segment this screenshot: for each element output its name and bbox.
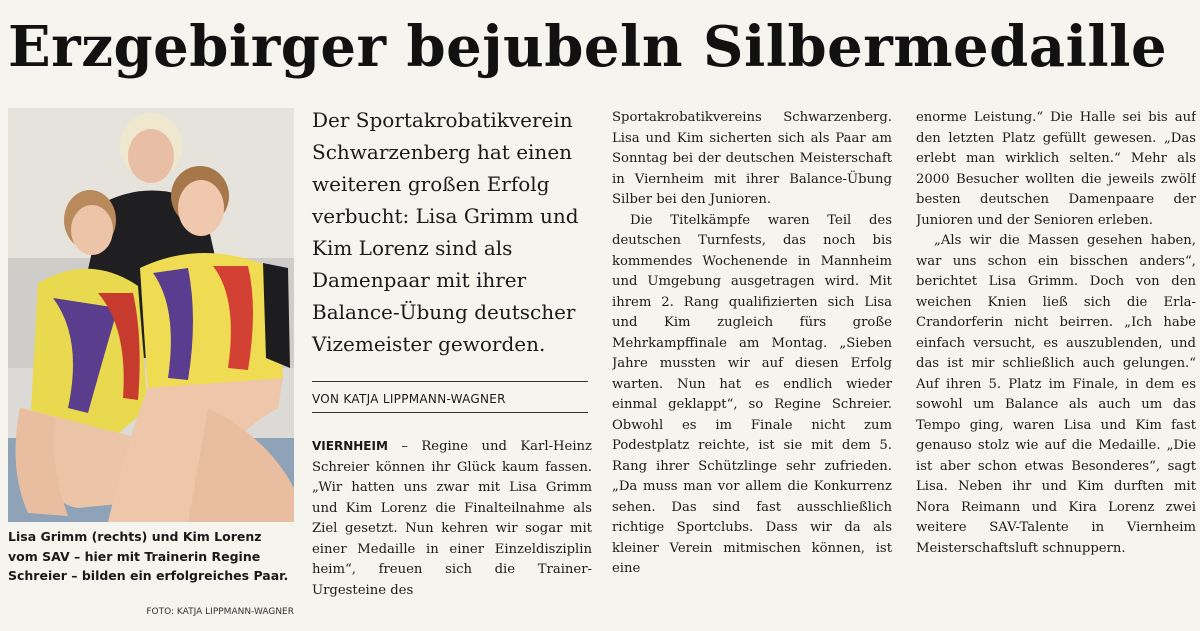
body-column-1 <box>312 436 592 628</box>
article-photo <box>8 108 294 522</box>
intro-paragraph: Der Sportakrobatikverein Schwarzenberg hat einen weiteren großen Erfolg verbucht: Lisa Grimm und Kim Lorenz sind als Damenpaar mit ihrer Balance-Übung deutscher Vizemeister geworden. <box>312 108 579 356</box>
photo-credit: FOTO: KATJA LIPPMANN-WAGNER <box>146 606 294 617</box>
body-column-3 <box>916 108 1196 628</box>
body-paragraph: Sportakrobatikvereins Schwarzenberg. Lisa und Kim sicherten sich als Paar am Sonntag bei der deutschen Meisterschaft in Viernheim mit ihrer Balance-Übung Silber bei den Junioren. <box>612 110 892 207</box>
body-paragraph: – Regine und Karl-Heinz Schreier können ihr Glück kaum fassen. „Wir hatten uns zwar mit Lisa Grimm und Kim Lorenz die Finalteilnahme als Ziel gesetzt. Nun kehren wir sogar mit einer Medaille in einer Einzeldisziplin heim“, freuen sich die Trainer-Urgesteine des <box>312 439 592 598</box>
body-paragraph: „Als wir die Massen gesehen haben, war uns schon ein bisschen anders“, berichtet Lisa Grimm. Doch von den weichen Knien ließ sich die Erla-Crandorferin nicht beirren. „Ich habe einfach versucht, es auszublenden, und das ist mir schließlich auch gelungen.“ Auf ihren 5. Platz im Finale, in dem es sowohl um Balance als auch um das Tempo ging, waren Lisa und Kim fast genauso stolz wie auf die Medaille. „Die ist aber schon etwas Besonderes“, sagt Lisa. Neben ihr und Kim durften mit Nora Reimann und Kira Lorenz zwei weitere SAV-Talente in Viernheim Meisterschaftsluft schnuppern. <box>916 233 1196 556</box>
byline-rule-top <box>312 381 588 382</box>
dateline: VIERNHEIM <box>312 439 388 453</box>
body-column-2 <box>612 108 892 628</box>
caption-text: Lisa Grimm (rechts) und Kim Lorenz vom SAV – hier mit Trainerin Regine Schreier – bilden ein erfolgreiches Paar. <box>8 529 289 583</box>
headline: Erzgebirger bejubeln Silbermedaille <box>8 14 1168 80</box>
body-paragraph: enorme Leistung.“ Die Halle sei bis auf den letzten Platz gefüllt gewesen. „Das erlebt man wirklich selten.“ Mehr als 2000 Besucher wollten die jeweils zwölf besten deutschen Damenpaare der Junioren und der Senioren erleben. <box>916 110 1196 228</box>
photo-caption <box>8 527 294 627</box>
byline: VON KATJA LIPPMANN-WAGNER <box>312 392 506 406</box>
gymnasts-photo-illustration <box>8 108 294 522</box>
body-paragraph: Die Titelkämpfe waren Teil des deutschen Turnfests, das noch bis kommendes Wochenende in Mannheim und Umgebung ausgetragen wird. Mit ihrem 2. Rang qualifizierten sich Lisa und Kim zugleich fürs große Mehrkampffinale am Montag. „Sieben Jahre mussten wir auf diesen Erfolg warten. Nun hat es endlich wieder einmal geklappt“, so Regine Schreier. Obwohl es im Finale nicht zum Podestplatz reichte, ist sie mit dem 5. Rang ihrer Schützlinge sehr zufrieden. „Da muss man vor allem die Konkurrenz sehen. Das sind fast ausschließlich richtige Sportclubs. Dass wir da als kleiner Verein mitmischen können, ist eine <box>612 212 892 576</box>
byline-rule-bottom <box>312 412 588 413</box>
